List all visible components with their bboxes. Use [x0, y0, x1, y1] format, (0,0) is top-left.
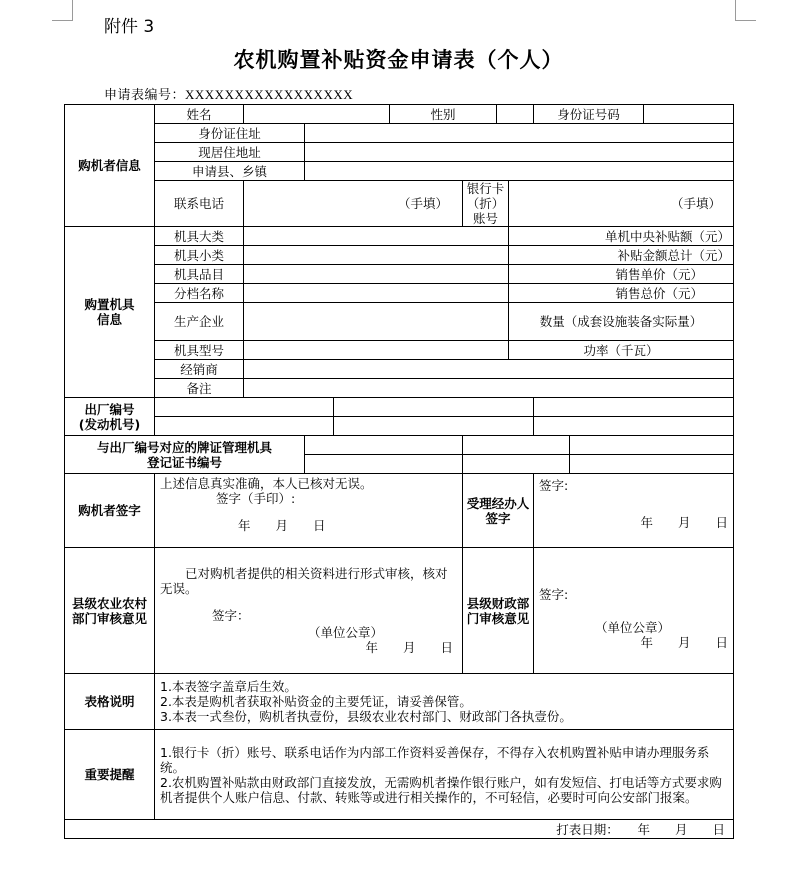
unit-price-label: 销售单价（元）: [509, 265, 734, 284]
gender-field[interactable]: [497, 105, 534, 124]
factory-number-field-5[interactable]: [334, 417, 534, 436]
id-address-field[interactable]: [305, 124, 734, 143]
reminder-2: 2.农机购置补贴款由财政部门直接发放，无需购机者操作银行账户，如有发短信、打电话等方式要求购机者提供个人账户信息、付款、转账等或进行相关操作的，不可轻信，必要时可向公安部门报案。: [160, 774, 722, 805]
grade-field[interactable]: [244, 284, 509, 303]
gender-label: 性别: [390, 105, 497, 124]
reminder-label: 重要提醒: [65, 730, 155, 820]
subcategory-field[interactable]: [244, 246, 509, 265]
notes-label: 表格说明: [65, 674, 155, 730]
note-3: 3.本表一式叁份，购机者执壹份，县级农业农村部门、财政部门各执壹份。: [160, 709, 572, 724]
note-2: 2.本表是购机者获取补贴资金的主要凭证，请妥善保管。: [160, 694, 472, 709]
dealer-label: 经销商: [155, 360, 244, 379]
id-address-label: 身份证住址: [155, 124, 305, 143]
notes-box: [155, 674, 734, 730]
factory-number-label: 出厂编号 (发动机号): [65, 398, 155, 436]
current-address-field[interactable]: [305, 143, 734, 162]
bank-fill-hint: （手填）: [671, 196, 722, 211]
current-address-label: 现居住地址: [155, 143, 305, 162]
item-field[interactable]: [244, 265, 509, 284]
county-agri-date: 年 月 日: [365, 640, 454, 655]
plate-cert-field-6[interactable]: [570, 455, 734, 474]
buyer-sign-label: 签字（手印）:: [216, 491, 296, 506]
total-subsidy-label: 补贴金额总计（元）: [509, 246, 734, 265]
category-field[interactable]: [244, 227, 509, 246]
phone-field[interactable]: [244, 181, 463, 227]
application-number: [104, 84, 353, 103]
crop-mark-left: [52, 0, 73, 21]
handler-sign-label: 签字:: [539, 478, 569, 493]
plate-cert-label: 与出厂编号对应的牌证管理机具 登记证书编号: [65, 436, 305, 474]
total-price-label: 销售总价（元）: [509, 284, 734, 303]
maker-label: 生产企业: [155, 303, 244, 341]
county-agri-opinion-box[interactable]: [155, 548, 463, 674]
name-label: 姓名: [155, 105, 244, 124]
plate-cert-field-4[interactable]: [305, 455, 463, 474]
grade-label: 分档名称: [155, 284, 244, 303]
handler-signature-box[interactable]: [534, 474, 734, 548]
county-finance-opinion-box[interactable]: [534, 548, 734, 674]
attachment-label: 附件 3: [104, 17, 155, 37]
buyer-signature-label: 购机者签字: [65, 474, 155, 548]
county-finance-opinion-label: 县级财政部门审核意见: [463, 548, 534, 674]
id-number-label: 身份证号码: [534, 105, 644, 124]
handler-sign-date: 年 月 日: [640, 515, 729, 530]
county-agri-review-text: 已对购机者提供的相关资料进行形式审核，核对无误。: [160, 566, 448, 596]
id-number-field[interactable]: [644, 105, 734, 124]
bank-account-label: 银行卡（折） 账号: [463, 181, 509, 227]
county-finance-date: 年 月 日: [640, 635, 729, 650]
power-label: 功率（千瓦）: [509, 341, 734, 360]
county-town-label: 申请县、乡镇: [155, 162, 305, 181]
phone-label: 联系电话: [155, 181, 244, 227]
county-agri-seal: （单位公章）: [308, 625, 384, 640]
machine-section-label: 购置机具 信息: [65, 227, 155, 398]
name-field[interactable]: [244, 105, 390, 124]
buyer-declaration: 上述信息真实准确，本人已核对无误。: [160, 476, 373, 491]
buyer-signature-box[interactable]: [155, 474, 463, 548]
application-number-value: XXXXXXXXXXXXXXXXX: [185, 87, 354, 102]
county-finance-seal: （单位公章）: [595, 620, 671, 635]
item-label: 机具品目: [155, 265, 244, 284]
model-field[interactable]: [244, 341, 509, 360]
plate-cert-field-1[interactable]: [305, 436, 463, 455]
model-label: 机具型号: [155, 341, 244, 360]
plate-cert-field-5[interactable]: [463, 455, 570, 474]
factory-number-field-3[interactable]: [534, 398, 734, 417]
buyer-section-label: 购机者信息: [65, 105, 155, 227]
note-1: 1.本表签字盖章后生效。: [160, 679, 297, 694]
subcategory-label: 机具小类: [155, 246, 244, 265]
phone-fill-hint: （手填）: [398, 196, 449, 211]
factory-number-field-1[interactable]: [155, 398, 334, 417]
factory-number-field-6[interactable]: [534, 417, 734, 436]
county-agri-opinion-label: 县级农业农村部门审核意见: [65, 548, 155, 674]
factory-number-field-2[interactable]: [334, 398, 534, 417]
category-label: 机具大类: [155, 227, 244, 246]
county-finance-sign-label: 签字:: [539, 587, 569, 602]
county-town-field[interactable]: [305, 162, 734, 181]
dealer-field[interactable]: [244, 360, 734, 379]
application-table: [64, 104, 734, 839]
print-date: 打表日期： 年 月 日: [65, 820, 734, 839]
remark-label: 备注: [155, 379, 244, 398]
central-subsidy-label: 单机中央补贴额（元）: [509, 227, 734, 246]
application-number-label: 申请表编号：: [104, 87, 186, 102]
handler-signature-label: 受理经办人签字: [463, 474, 534, 548]
factory-number-field-4[interactable]: [155, 417, 334, 436]
plate-cert-field-3[interactable]: [570, 436, 734, 455]
crop-mark-right: [735, 0, 756, 21]
remark-field[interactable]: [244, 379, 734, 398]
quantity-label: 数量（成套设施装备实际量）: [509, 303, 734, 341]
county-agri-sign-label: 签字：: [212, 608, 250, 623]
reminder-box: [155, 730, 734, 820]
maker-field[interactable]: [244, 303, 509, 341]
bank-account-field[interactable]: [509, 181, 734, 227]
buyer-sign-date: 年 月 日: [238, 518, 326, 533]
reminder-1: 1.银行卡（折）账号、联系电话作为内部工作资料妥善保存，不得存入农机购置补贴申请办理服务系统。: [160, 744, 710, 775]
plate-cert-field-2[interactable]: [463, 436, 570, 455]
form-title: 农机购置补贴资金申请表（个人）: [233, 47, 564, 72]
